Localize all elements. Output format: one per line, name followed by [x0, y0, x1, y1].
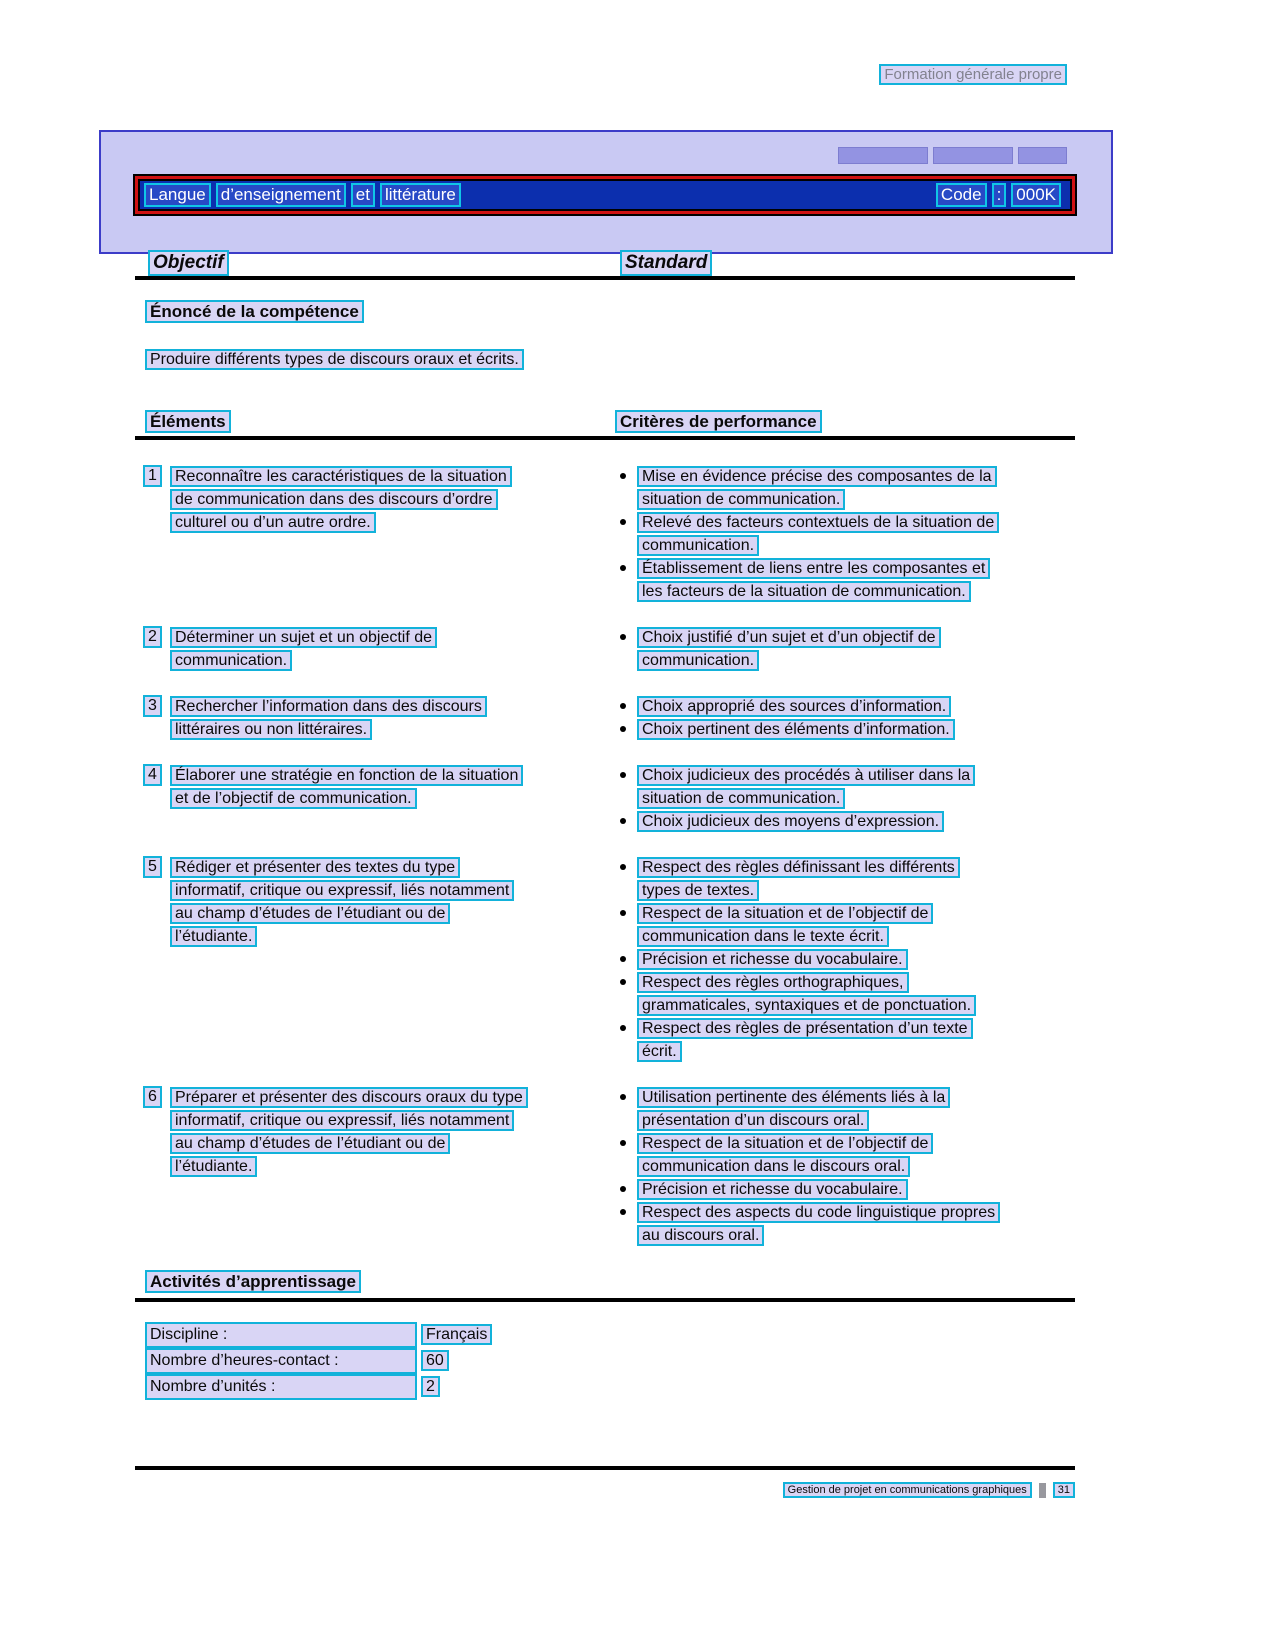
criterion-line	[615, 925, 1075, 948]
criterion-text: écrit.	[637, 1041, 682, 1062]
element-text: de communication dans des discours d’ordre	[170, 489, 498, 510]
table-header-row	[135, 412, 1075, 436]
bullet-icon	[620, 703, 626, 709]
element-line	[170, 511, 615, 534]
activities-heading: Activités d’apprentissage	[145, 1270, 361, 1293]
divider-rule	[135, 436, 1075, 440]
criterion-line	[615, 580, 1075, 603]
footer-title: Gestion de projet en communications graphiques	[783, 1482, 1032, 1498]
element-number: 4	[143, 764, 162, 786]
criteria-cell	[615, 465, 1075, 603]
criteria-cell	[615, 695, 1075, 741]
element-line	[170, 488, 615, 511]
activity-field	[135, 1374, 1075, 1400]
element-cell	[135, 465, 615, 603]
criterion-text: communication dans le texte écrit.	[637, 926, 889, 947]
criterion-text: Relevé des facteurs contextuels de la situation de	[637, 512, 999, 533]
elements-header: Éléments	[145, 410, 231, 433]
competence-statement: Produire différents types de discours oraux et écrits.	[145, 349, 524, 370]
criterion-line	[615, 695, 1075, 718]
bullet-icon	[620, 772, 626, 778]
criterion-line	[615, 971, 1075, 994]
code-word: :	[992, 183, 1007, 207]
code-word: 000K	[1011, 183, 1061, 207]
criterion-text: communication.	[637, 650, 759, 671]
criterion-text: Choix pertinent des éléments d’information.	[637, 719, 955, 740]
criterion-text: Précision et richesse du vocabulaire.	[637, 949, 908, 970]
criterion-line	[615, 465, 1075, 488]
element-line	[170, 649, 615, 672]
element-line	[170, 764, 615, 787]
element-line	[170, 1109, 615, 1132]
criterion-line	[615, 1132, 1075, 1155]
criterion-text: Respect des règles définissant les différents	[637, 857, 960, 878]
field-label: Nombre d’unités :	[145, 1374, 417, 1400]
activity-fields	[135, 1322, 1075, 1400]
element-line	[170, 879, 615, 902]
criterion-text: Respect de la situation et de l’objectif de	[637, 1133, 933, 1154]
criterion-line	[615, 534, 1075, 557]
code-words	[936, 183, 1066, 207]
element-text: Rechercher l’information dans des discours	[170, 696, 487, 717]
field-value: 60	[421, 1350, 449, 1371]
bullet-icon	[620, 818, 626, 824]
form-field-rect	[933, 147, 1013, 164]
element-cell	[135, 695, 615, 741]
element-line	[170, 695, 615, 718]
criterion-text: situation de communication.	[637, 788, 845, 809]
criteria-cell	[615, 856, 1075, 1063]
bottom-rule	[135, 1466, 1075, 1470]
activity-field	[135, 1322, 1075, 1348]
criterion-text: Établissement de liens entre les composantes et	[637, 558, 990, 579]
table-row	[135, 764, 1075, 833]
element-line	[170, 465, 615, 488]
page-category-text: Formation générale propre	[879, 64, 1067, 85]
criterion-line	[615, 810, 1075, 833]
element-text: au champ d’études de l’étudiant ou de	[170, 1133, 450, 1154]
criterion-text: communication.	[637, 535, 759, 556]
field-value: 2	[421, 1376, 440, 1397]
bullet-icon	[620, 956, 626, 962]
element-line	[170, 1132, 615, 1155]
divider-rule	[135, 276, 1075, 280]
bullet-icon	[620, 864, 626, 870]
bullet-icon	[620, 565, 626, 571]
criterion-text: types de textes.	[637, 880, 759, 901]
element-text: Préparer et présenter des discours oraux du type	[170, 1087, 528, 1108]
element-number: 5	[143, 856, 162, 878]
criterion-line	[615, 557, 1075, 580]
bullet-icon	[620, 726, 626, 732]
criterion-line	[615, 1086, 1075, 1109]
table-row	[135, 856, 1075, 1063]
criteria-cell	[615, 764, 1075, 833]
page-number: 31	[1053, 1482, 1075, 1498]
criterion-line	[615, 1109, 1075, 1132]
objectif-header: Objectif	[148, 250, 229, 276]
criterion-line	[615, 718, 1075, 741]
table-row	[135, 695, 1075, 741]
course-title-bar	[135, 176, 1075, 214]
criterion-text: présentation d’un discours oral.	[637, 1110, 869, 1131]
title-word: et	[351, 183, 375, 207]
element-line	[170, 925, 615, 948]
element-cell	[135, 764, 615, 833]
criterion-line	[615, 787, 1075, 810]
criterion-line	[615, 1201, 1075, 1224]
bullet-icon	[620, 979, 626, 985]
element-text: Reconnaître les caractéristiques de la situation	[170, 466, 512, 487]
criterion-line	[615, 626, 1075, 649]
standard-header: Standard	[620, 250, 712, 276]
competence-heading: Énoncé de la compétence	[145, 300, 364, 323]
criteria-cell	[615, 626, 1075, 672]
table-row	[135, 1086, 1075, 1247]
criterion-text: Respect des règles orthographiques,	[637, 972, 909, 993]
criterion-text: Respect des aspects du code linguistique propres	[637, 1202, 1000, 1223]
element-line	[170, 787, 615, 810]
criterion-text: Choix approprié des sources d’information.	[637, 696, 951, 717]
field-label: Discipline :	[145, 1322, 417, 1348]
column-headers	[135, 250, 1075, 276]
code-word: Code	[936, 183, 987, 207]
form-field-rect	[1018, 147, 1067, 164]
elements-criteria-table	[135, 465, 1075, 1247]
element-text: Élaborer une stratégie en fonction de la situation	[170, 765, 523, 786]
element-number: 2	[143, 626, 162, 648]
bullet-icon	[620, 519, 626, 525]
criterion-line	[615, 488, 1075, 511]
criterion-text: communication dans le discours oral.	[637, 1156, 910, 1177]
element-text: l’étudiante.	[170, 926, 257, 947]
criterion-line	[615, 902, 1075, 925]
element-text: culturel ou d’un autre ordre.	[170, 512, 376, 533]
table-row	[135, 465, 1075, 603]
element-text: et de l’objectif de communication.	[170, 788, 417, 809]
criterion-line	[615, 948, 1075, 971]
element-line	[170, 902, 615, 925]
bullet-icon	[620, 1094, 626, 1100]
criterion-text: grammaticales, syntaxiques et de ponctuation.	[637, 995, 976, 1016]
course-header-box	[99, 130, 1113, 254]
activities-heading-line	[135, 1270, 1075, 1294]
criterion-text: Précision et richesse du vocabulaire.	[637, 1179, 908, 1200]
criteria-header: Critères de performance	[615, 410, 822, 433]
field-label: Nombre d’heures-contact :	[145, 1348, 417, 1374]
bullet-icon	[620, 634, 626, 640]
criterion-line	[615, 511, 1075, 534]
criteria-cell	[615, 1086, 1075, 1247]
criterion-line	[615, 1224, 1075, 1247]
page-footer	[135, 1482, 1075, 1498]
criterion-text: Utilisation pertinente des éléments liés à la	[637, 1087, 950, 1108]
criterion-line	[615, 1017, 1075, 1040]
criterion-line	[615, 649, 1075, 672]
title-word: Langue	[144, 183, 211, 207]
competence-heading-line	[135, 300, 1075, 324]
element-text: informatif, critique ou expressif, liés notamment	[170, 1110, 514, 1131]
element-text: Rédiger et présenter des textes du type	[170, 857, 460, 878]
element-line	[170, 856, 615, 879]
bullet-icon	[620, 1025, 626, 1031]
criterion-line	[615, 1155, 1075, 1178]
criterion-line	[615, 879, 1075, 902]
title-word: littérature	[380, 183, 461, 207]
element-text: Déterminer un sujet et un objectif de	[170, 627, 437, 648]
bullet-icon	[620, 910, 626, 916]
criterion-text: les facteurs de la situation de communication.	[637, 581, 971, 602]
criterion-line	[615, 994, 1075, 1017]
criterion-line	[615, 1040, 1075, 1063]
criterion-text: Choix justifié d’un sujet et d’un objectif de	[637, 627, 941, 648]
criterion-line	[615, 1178, 1075, 1201]
document-content	[135, 250, 1075, 1498]
element-line	[170, 626, 615, 649]
element-number: 6	[143, 1086, 162, 1108]
table-row	[135, 626, 1075, 672]
criterion-line	[615, 764, 1075, 787]
title-word: d’enseignement	[216, 183, 346, 207]
criterion-text: au discours oral.	[637, 1225, 764, 1246]
criterion-text: Respect de la situation et de l’objectif de	[637, 903, 933, 924]
element-text: communication.	[170, 650, 292, 671]
form-field-rect	[838, 147, 928, 164]
element-line	[170, 718, 615, 741]
page-category-label	[879, 66, 1067, 83]
criterion-text: Mise en évidence précise des composantes de la	[637, 466, 997, 487]
bullet-icon	[620, 1209, 626, 1215]
element-text: au champ d’études de l’étudiant ou de	[170, 903, 450, 924]
criterion-text: Choix judicieux des procédés à utiliser dans la	[637, 765, 975, 786]
activity-field	[135, 1348, 1075, 1374]
bullet-icon	[620, 1186, 626, 1192]
bullet-icon	[620, 1140, 626, 1146]
criterion-text: situation de communication.	[637, 489, 845, 510]
element-cell	[135, 856, 615, 1063]
element-line	[170, 1086, 615, 1109]
field-value: Français	[421, 1324, 492, 1345]
element-cell	[135, 626, 615, 672]
criterion-line	[615, 856, 1075, 879]
criterion-text: Choix judicieux des moyens d’expression.	[637, 811, 944, 832]
element-text: littéraires ou non littéraires.	[170, 719, 372, 740]
element-number: 3	[143, 695, 162, 717]
element-text: informatif, critique ou expressif, liés notamment	[170, 880, 514, 901]
element-number: 1	[143, 465, 162, 487]
criterion-text: Respect des règles de présentation d’un texte	[637, 1018, 973, 1039]
divider-rule	[135, 1298, 1075, 1302]
element-text: l’étudiante.	[170, 1156, 257, 1177]
element-cell	[135, 1086, 615, 1247]
competence-statement-line	[135, 348, 1075, 371]
footer-divider	[1039, 1483, 1046, 1498]
element-line	[170, 1155, 615, 1178]
bullet-icon	[620, 473, 626, 479]
title-words	[144, 183, 466, 207]
